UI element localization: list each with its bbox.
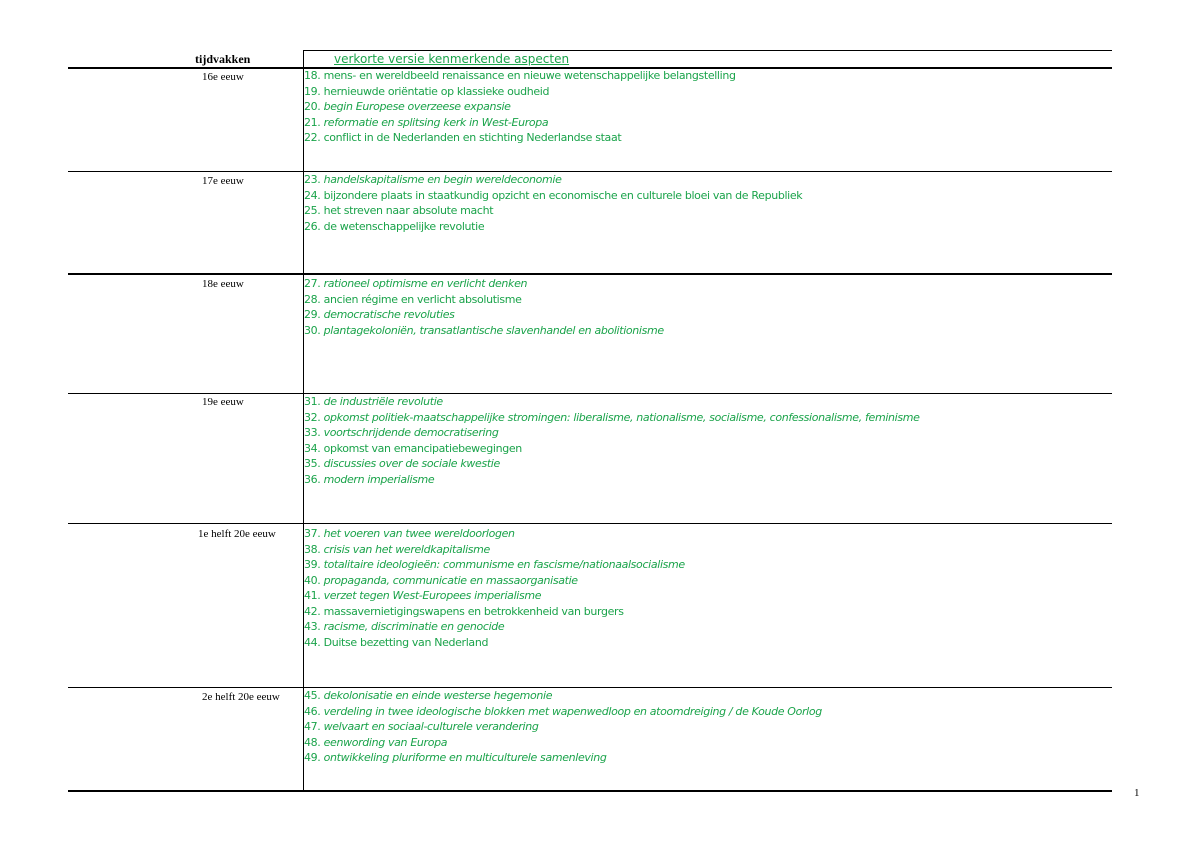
aspect-number: 37. <box>304 527 321 540</box>
aspect-item <box>304 526 685 542</box>
aspect-text: het voeren van twee wereldoorlogen <box>323 527 515 540</box>
aspect-item <box>304 719 822 735</box>
aspect-text: ancien régime en verlicht absolutisme <box>323 292 522 306</box>
aspect-item <box>304 619 685 635</box>
aspect-text: reformatie en splitsing kerk in West-Europa <box>323 115 549 129</box>
row-divider <box>68 523 1112 524</box>
era-label: 1e helft 20e eeuw <box>198 528 276 540</box>
aspect-list <box>304 688 822 766</box>
aspect-item <box>304 219 802 235</box>
aspect-text: racisme, discriminatie en genocide <box>323 620 505 633</box>
aspect-number: 32. <box>304 410 321 424</box>
aspect-number: 23. <box>304 173 321 186</box>
aspect-number: 47. <box>304 720 321 733</box>
aspect-list <box>304 68 736 146</box>
aspect-item <box>304 188 802 204</box>
aspect-number: 26. <box>304 219 321 233</box>
aspect-item <box>304 276 664 292</box>
aspect-text: verzet tegen West-Europees imperialisme <box>323 589 542 602</box>
aspect-item <box>304 68 736 84</box>
aspect-number: 30. <box>304 323 321 337</box>
aspect-item <box>304 425 920 441</box>
aspect-number: 45. <box>304 689 321 702</box>
aspect-item <box>304 292 664 308</box>
aspect-text: propaganda, communicatie en massaorganisatie <box>323 573 578 587</box>
aspect-number: 19. <box>304 84 321 98</box>
column-header-aspects: verkorte versie kenmerkende aspecten <box>334 52 570 66</box>
aspect-item <box>304 394 920 410</box>
era-label: 18e eeuw <box>202 278 244 290</box>
aspect-item <box>304 203 802 219</box>
aspect-number: 18. <box>304 69 321 82</box>
aspect-text: verdeling in twee ideologische blokken met wapenwedloop en atoomdreiging / de Koude Oorlog <box>323 704 822 718</box>
aspect-text: conflict in de Nederlanden en stichting Nederlandse staat <box>323 131 622 144</box>
aspect-text: mens- en wereldbeeld renaissance en nieuwe wetenschappelijke belangstelling <box>323 69 736 82</box>
aspect-number: 20. <box>304 100 321 113</box>
aspect-number: 25. <box>304 204 321 217</box>
aspect-text: eenwording van Europa <box>323 735 448 749</box>
page-number: 1 <box>1134 787 1140 799</box>
aspect-item <box>304 456 920 472</box>
header-top-line <box>304 50 1112 51</box>
aspect-number: 40. <box>304 573 321 587</box>
aspect-text: Duitse bezetting van Nederland <box>323 635 489 649</box>
aspect-number: 31. <box>304 395 321 408</box>
aspect-text: ontwikkeling pluriforme en multiculturele samenleving <box>323 751 607 764</box>
aspect-text: opkomst politiek-maatschappelijke stromingen: liberalisme, nationalisme, socialisme, confessionalisme, feminisme <box>323 410 920 424</box>
aspect-item <box>304 735 822 751</box>
aspect-item <box>304 323 664 339</box>
row-divider <box>68 273 1112 275</box>
aspect-list <box>304 394 920 487</box>
aspect-item <box>304 604 685 620</box>
aspect-number: 46. <box>304 704 321 718</box>
aspect-number: 33. <box>304 426 321 439</box>
aspect-item <box>304 573 685 589</box>
aspect-item <box>304 84 736 100</box>
aspect-item <box>304 557 685 573</box>
aspect-number: 38. <box>304 542 321 556</box>
aspect-number: 29. <box>304 308 321 321</box>
aspect-text: begin Europese overzeese expansie <box>323 100 511 113</box>
aspect-text: democratische revoluties <box>323 308 455 321</box>
aspect-text: het streven naar absolute macht <box>323 204 494 217</box>
aspect-item <box>304 99 736 115</box>
aspect-text: de wetenschappelijke revolutie <box>323 219 485 233</box>
aspect-text: discussies over de sociale kwestie <box>323 457 500 470</box>
aspect-number: 21. <box>304 115 321 129</box>
aspect-item <box>304 115 736 131</box>
aspect-number: 43. <box>304 620 321 633</box>
aspect-text: welvaart en sociaal-culturele verandering <box>323 720 539 733</box>
aspect-number: 44. <box>304 635 321 649</box>
aspect-text: hernieuwde oriëntatie op klassieke oudheid <box>323 84 550 98</box>
aspect-number: 34. <box>304 441 321 455</box>
aspect-item <box>304 750 822 766</box>
aspect-number: 41. <box>304 589 321 602</box>
aspect-number: 27. <box>304 277 321 290</box>
era-label: 19e eeuw <box>202 396 244 408</box>
aspect-text: massavernietigingswapens en betrokkenheid van burgers <box>323 604 624 618</box>
aspect-number: 39. <box>304 558 321 571</box>
aspect-text: crisis van het wereldkapitalisme <box>323 542 490 556</box>
aspect-text: de industriële revolutie <box>323 395 443 408</box>
aspect-text: rationeel optimisme en verlicht denken <box>323 277 528 290</box>
aspect-number: 28. <box>304 292 321 306</box>
era-label: 2e helft 20e eeuw <box>202 691 280 703</box>
aspect-text: opkomst van emancipatiebewegingen <box>323 441 522 455</box>
aspect-item <box>304 472 920 488</box>
aspect-list <box>304 276 664 338</box>
aspect-number: 49. <box>304 751 321 764</box>
aspect-item <box>304 410 920 426</box>
aspect-number: 36. <box>304 472 321 486</box>
aspect-text: bijzondere plaats in staatkundig opzicht en economische en culturele bloei van de Republiek <box>323 188 803 202</box>
aspect-number: 35. <box>304 457 321 470</box>
aspect-item <box>304 441 920 457</box>
aspect-list <box>304 526 685 650</box>
aspect-item <box>304 130 736 146</box>
aspect-item <box>304 704 822 720</box>
aspect-text: modern imperialisme <box>323 472 435 486</box>
era-label: 17e eeuw <box>202 175 244 187</box>
aspect-item <box>304 588 685 604</box>
aspect-item <box>304 635 685 651</box>
table-bottom-line <box>68 790 1112 792</box>
aspect-text: voortschrijdende democratisering <box>323 426 499 439</box>
aspect-number: 42. <box>304 604 321 618</box>
column-header-periods: tijdvakken <box>195 52 251 66</box>
era-label: 16e eeuw <box>202 71 244 83</box>
aspect-text: totalitaire ideologieën: communisme en fascisme/nationaalsocialisme <box>323 558 685 571</box>
aspect-number: 24. <box>304 188 321 202</box>
aspect-item <box>304 688 822 704</box>
aspect-item <box>304 172 802 188</box>
aspect-item <box>304 307 664 323</box>
aspect-text: plantagekoloniën, transatlantische slavenhandel en abolitionisme <box>323 323 664 337</box>
aspect-text: handelskapitalisme en begin wereldeconomie <box>323 173 562 186</box>
aspect-number: 22. <box>304 131 321 144</box>
aspect-text: dekolonisatie en einde westerse hegemonie <box>323 689 553 702</box>
aspect-list <box>304 172 802 234</box>
aspect-item <box>304 542 685 558</box>
aspect-number: 48. <box>304 735 321 749</box>
